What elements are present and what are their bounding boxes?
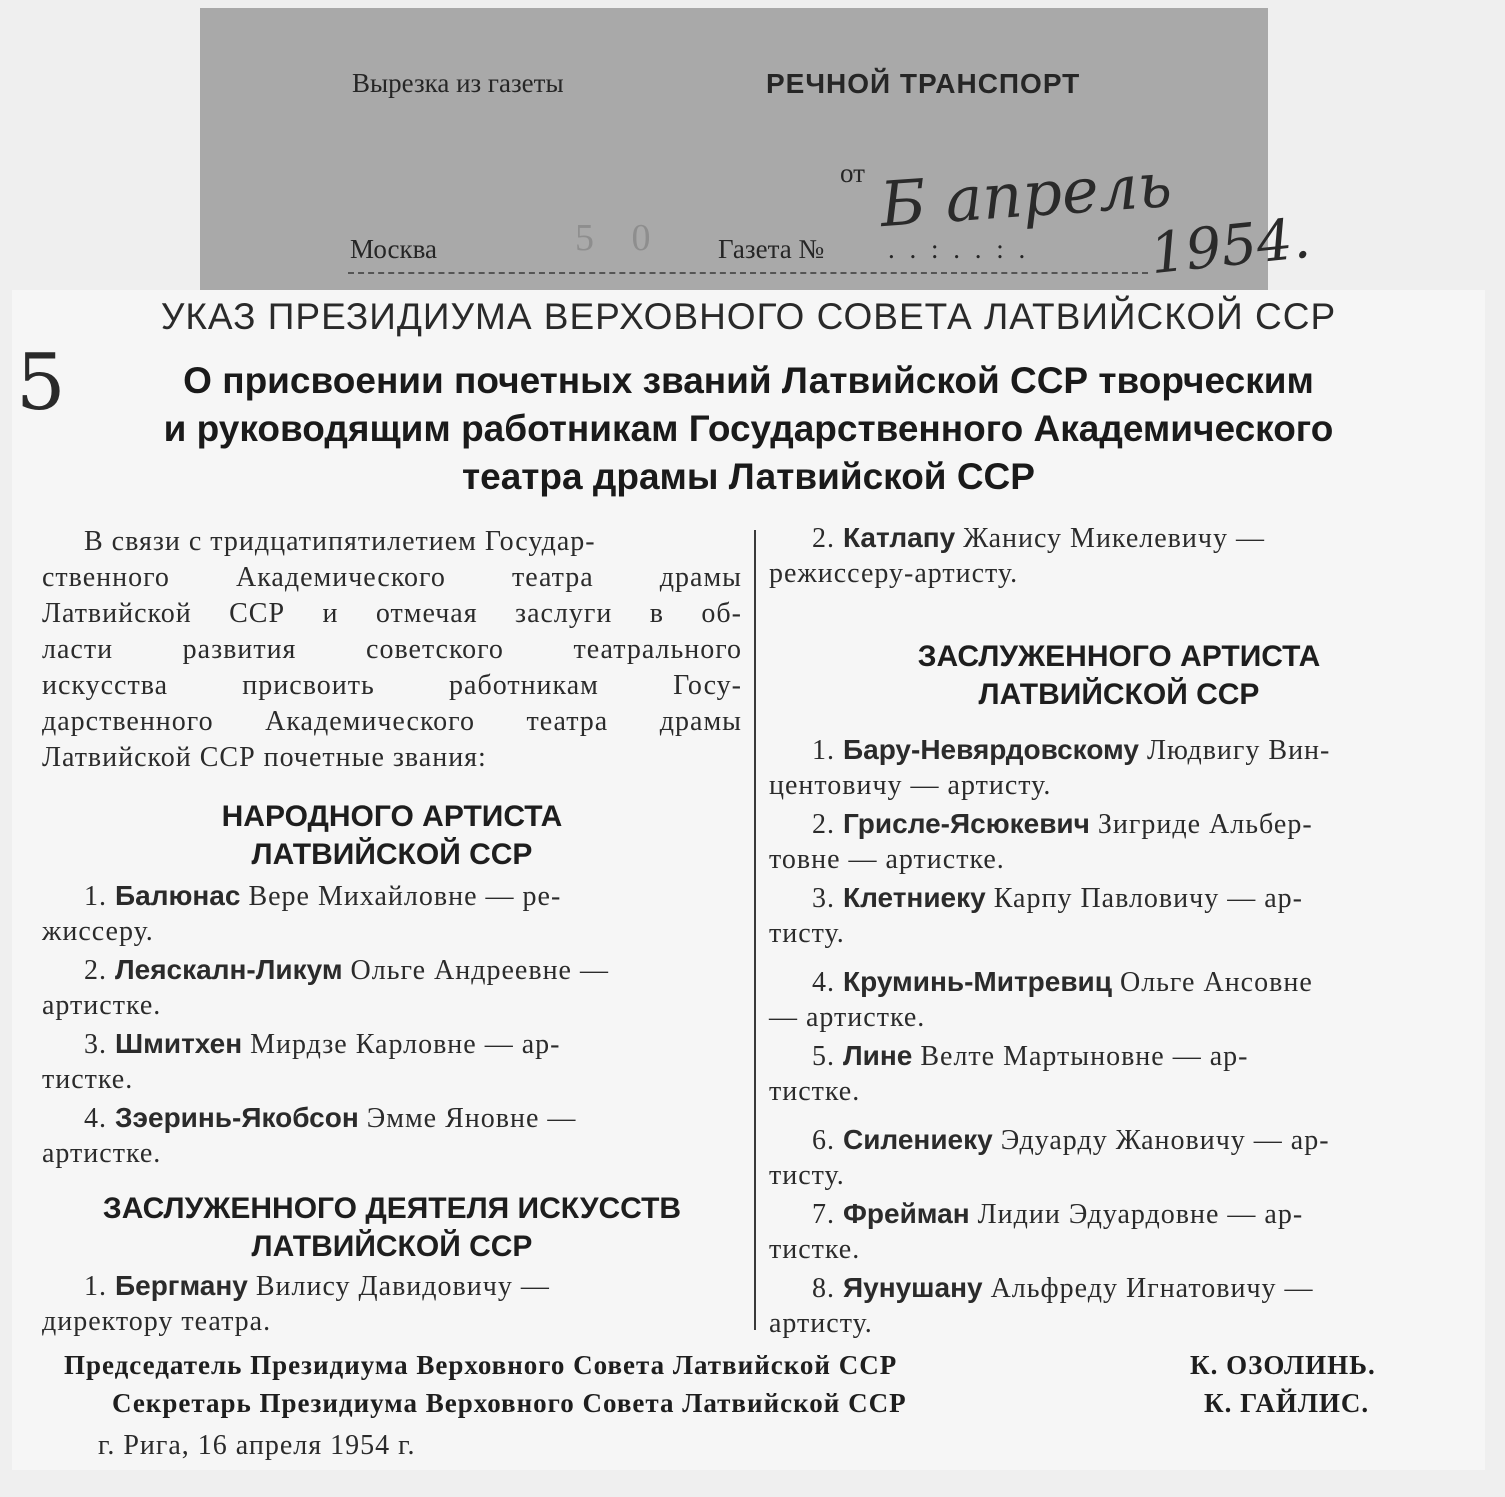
award-surname: Бару-Невярдовскому: [843, 734, 1139, 765]
section-heading-honored-figure-sub: ЛАТВИЙСКОЙ ССР: [251, 1230, 533, 1263]
decree-title-line-2: и руководящим работникам Государственного Академического: [163, 408, 1334, 449]
signature-chairman-role: Председатель Президиума Верховного Совета Латвийской ССР: [64, 1350, 898, 1380]
award-surname: Зэеринь-Якобсон: [115, 1102, 359, 1133]
award-entry: 1. Бару-Невярдовскому Людвигу Вин-: [812, 734, 1331, 766]
award-surname: Круминь-Митревиц: [843, 966, 1112, 997]
decree-title-line-3: театра драмы Латвийской ССР: [462, 456, 1035, 497]
award-surname: Грисле-Ясюкевич: [843, 808, 1090, 839]
award-entry-cont: тистке.: [769, 1234, 861, 1265]
award-entry-cont: директору театра.: [42, 1306, 272, 1337]
preamble-line: ласти развития советского театрального: [42, 634, 742, 665]
award-entry-cont: артисту.: [769, 1308, 873, 1339]
signature-secretary-name: К. ГАЙЛИС.: [1204, 1388, 1370, 1418]
award-entry: 3. Клетниеку Карпу Павловичу — ар-: [812, 882, 1303, 914]
issue-dots: . . : . . : .: [888, 234, 1030, 264]
award-entry-cont: жиссеру.: [42, 916, 154, 947]
award-entry-cont: товне — артистке.: [769, 844, 1005, 875]
preamble-line: Латвийской ССР почетные звания:: [42, 742, 487, 773]
award-entry: 3. Шмитхен Мирдзе Карловне — ар-: [84, 1028, 561, 1060]
award-surname: Силениеку: [843, 1124, 993, 1155]
award-entry: 4. Круминь-Митревиц Ольге Ансовне: [812, 966, 1313, 998]
award-entry: 2. Катлапу Жанису Микелевичу —: [812, 522, 1265, 554]
award-surname: Катлапу: [843, 522, 956, 553]
dashed-divider: [348, 272, 1148, 274]
award-surname: Яунушану: [843, 1272, 983, 1303]
award-entry: 8. Яунушану Альфреду Игнатовичу —: [812, 1272, 1314, 1304]
margin-number: 5: [16, 338, 66, 428]
award-entry: 4. Зэеринь-Якобсон Эмме Яновне —: [84, 1102, 577, 1134]
clipping-from-label: Вырезка из газеты: [352, 68, 564, 98]
award-surname: Фрейман: [843, 1198, 970, 1229]
award-entry-cont: — артистке.: [769, 1002, 926, 1033]
award-entry: 6. Силениеку Эдуарду Жановичу — ар-: [812, 1124, 1330, 1156]
award-entry: 1. Бергману Вилису Давидовичу —: [84, 1270, 550, 1302]
column-divider: [754, 530, 756, 1330]
preamble-line: В связи с тридцатипятилетием Государ-: [84, 526, 596, 557]
award-entry-cont: артистке.: [42, 1138, 162, 1169]
section-heading-honored-artist-sub: ЛАТВИЙСКОЙ ССР: [978, 678, 1260, 711]
signature-chairman-name: К. ОЗОЛИНЬ.: [1190, 1350, 1376, 1380]
award-surname: Клетниеку: [843, 882, 986, 913]
award-entry-cont: центовичу — артисту.: [769, 770, 1052, 801]
issue-label: Газета №: [718, 234, 825, 264]
newspaper-name: РЕЧНОЙ ТРАНСПОРТ: [766, 68, 1081, 99]
award-entry-cont: тисту.: [769, 918, 845, 949]
preamble-line: искусства присвоить работникам Госу-: [42, 670, 742, 701]
decree-title-line-1: О присвоении почетных званий Латвийской ССР творческим: [183, 360, 1314, 401]
award-entry-cont: тисту.: [769, 1160, 845, 1191]
award-entry-cont: артистке.: [42, 990, 162, 1021]
place-date: г. Рига, 16 апреля 1954 г.: [98, 1430, 416, 1461]
award-entry: 5. Лине Велте Мартыновне — ар-: [812, 1040, 1249, 1072]
award-entry: 2. Леяскалн-Ликум Ольге Андреевне —: [84, 954, 609, 986]
handwritten-year: 1954.: [1147, 205, 1314, 288]
newspaper-clipping: [12, 290, 1485, 1470]
award-entry-cont: тистке.: [42, 1064, 134, 1095]
award-surname: Шмитхен: [115, 1028, 243, 1059]
award-entry-cont: тистке.: [769, 1076, 861, 1107]
preamble-line: дарственного Академического театра драмы: [42, 706, 742, 737]
award-entry: 1. Балюнас Вере Михайловне — ре-: [84, 880, 562, 912]
signature-secretary-role: Секретарь Президиума Верховного Совета Латвийской ССР: [112, 1388, 907, 1418]
faint-stamp-digits: 5 0: [575, 217, 665, 259]
award-entry: 2. Грисле-Ясюкевич Зигриде Альбер-: [812, 808, 1313, 840]
award-surname: Леяскалн-Ликум: [115, 954, 343, 985]
award-entry: 7. Фрейман Лидии Эдуардовне — ар-: [812, 1198, 1304, 1230]
section-heading-people-artist: НАРОДНОГО АРТИСТА: [221, 800, 563, 833]
preamble-line: Латвийской ССР и отмечая заслуги в об-: [42, 598, 742, 629]
section-heading-honored-artist: ЗАСЛУЖЕННОГО АРТИСТА: [917, 640, 1321, 673]
award-surname: Балюнас: [115, 880, 241, 911]
award-surname: Бергману: [115, 1270, 248, 1301]
award-entry-cont: режиссеру-артисту.: [769, 558, 1019, 589]
award-surname: Лине: [843, 1040, 913, 1071]
preamble-line: ственного Академического театра драмы: [42, 562, 742, 593]
section-heading-honored-figure: ЗАСЛУЖЕННОГО ДЕЯТЕЛЯ ИСКУССТВ: [102, 1192, 682, 1225]
decree-heading: УКАЗ ПРЕЗИДИУМА ВЕРХОВНОГО СОВЕТА ЛАТВИЙСКОЙ ССР: [160, 296, 1337, 337]
from-label: от: [840, 158, 865, 188]
city-label: Москва: [350, 234, 437, 264]
section-heading-people-artist-sub: ЛАТВИЙСКОЙ ССР: [251, 838, 533, 871]
handwritten-date: Б апрель: [877, 147, 1174, 242]
